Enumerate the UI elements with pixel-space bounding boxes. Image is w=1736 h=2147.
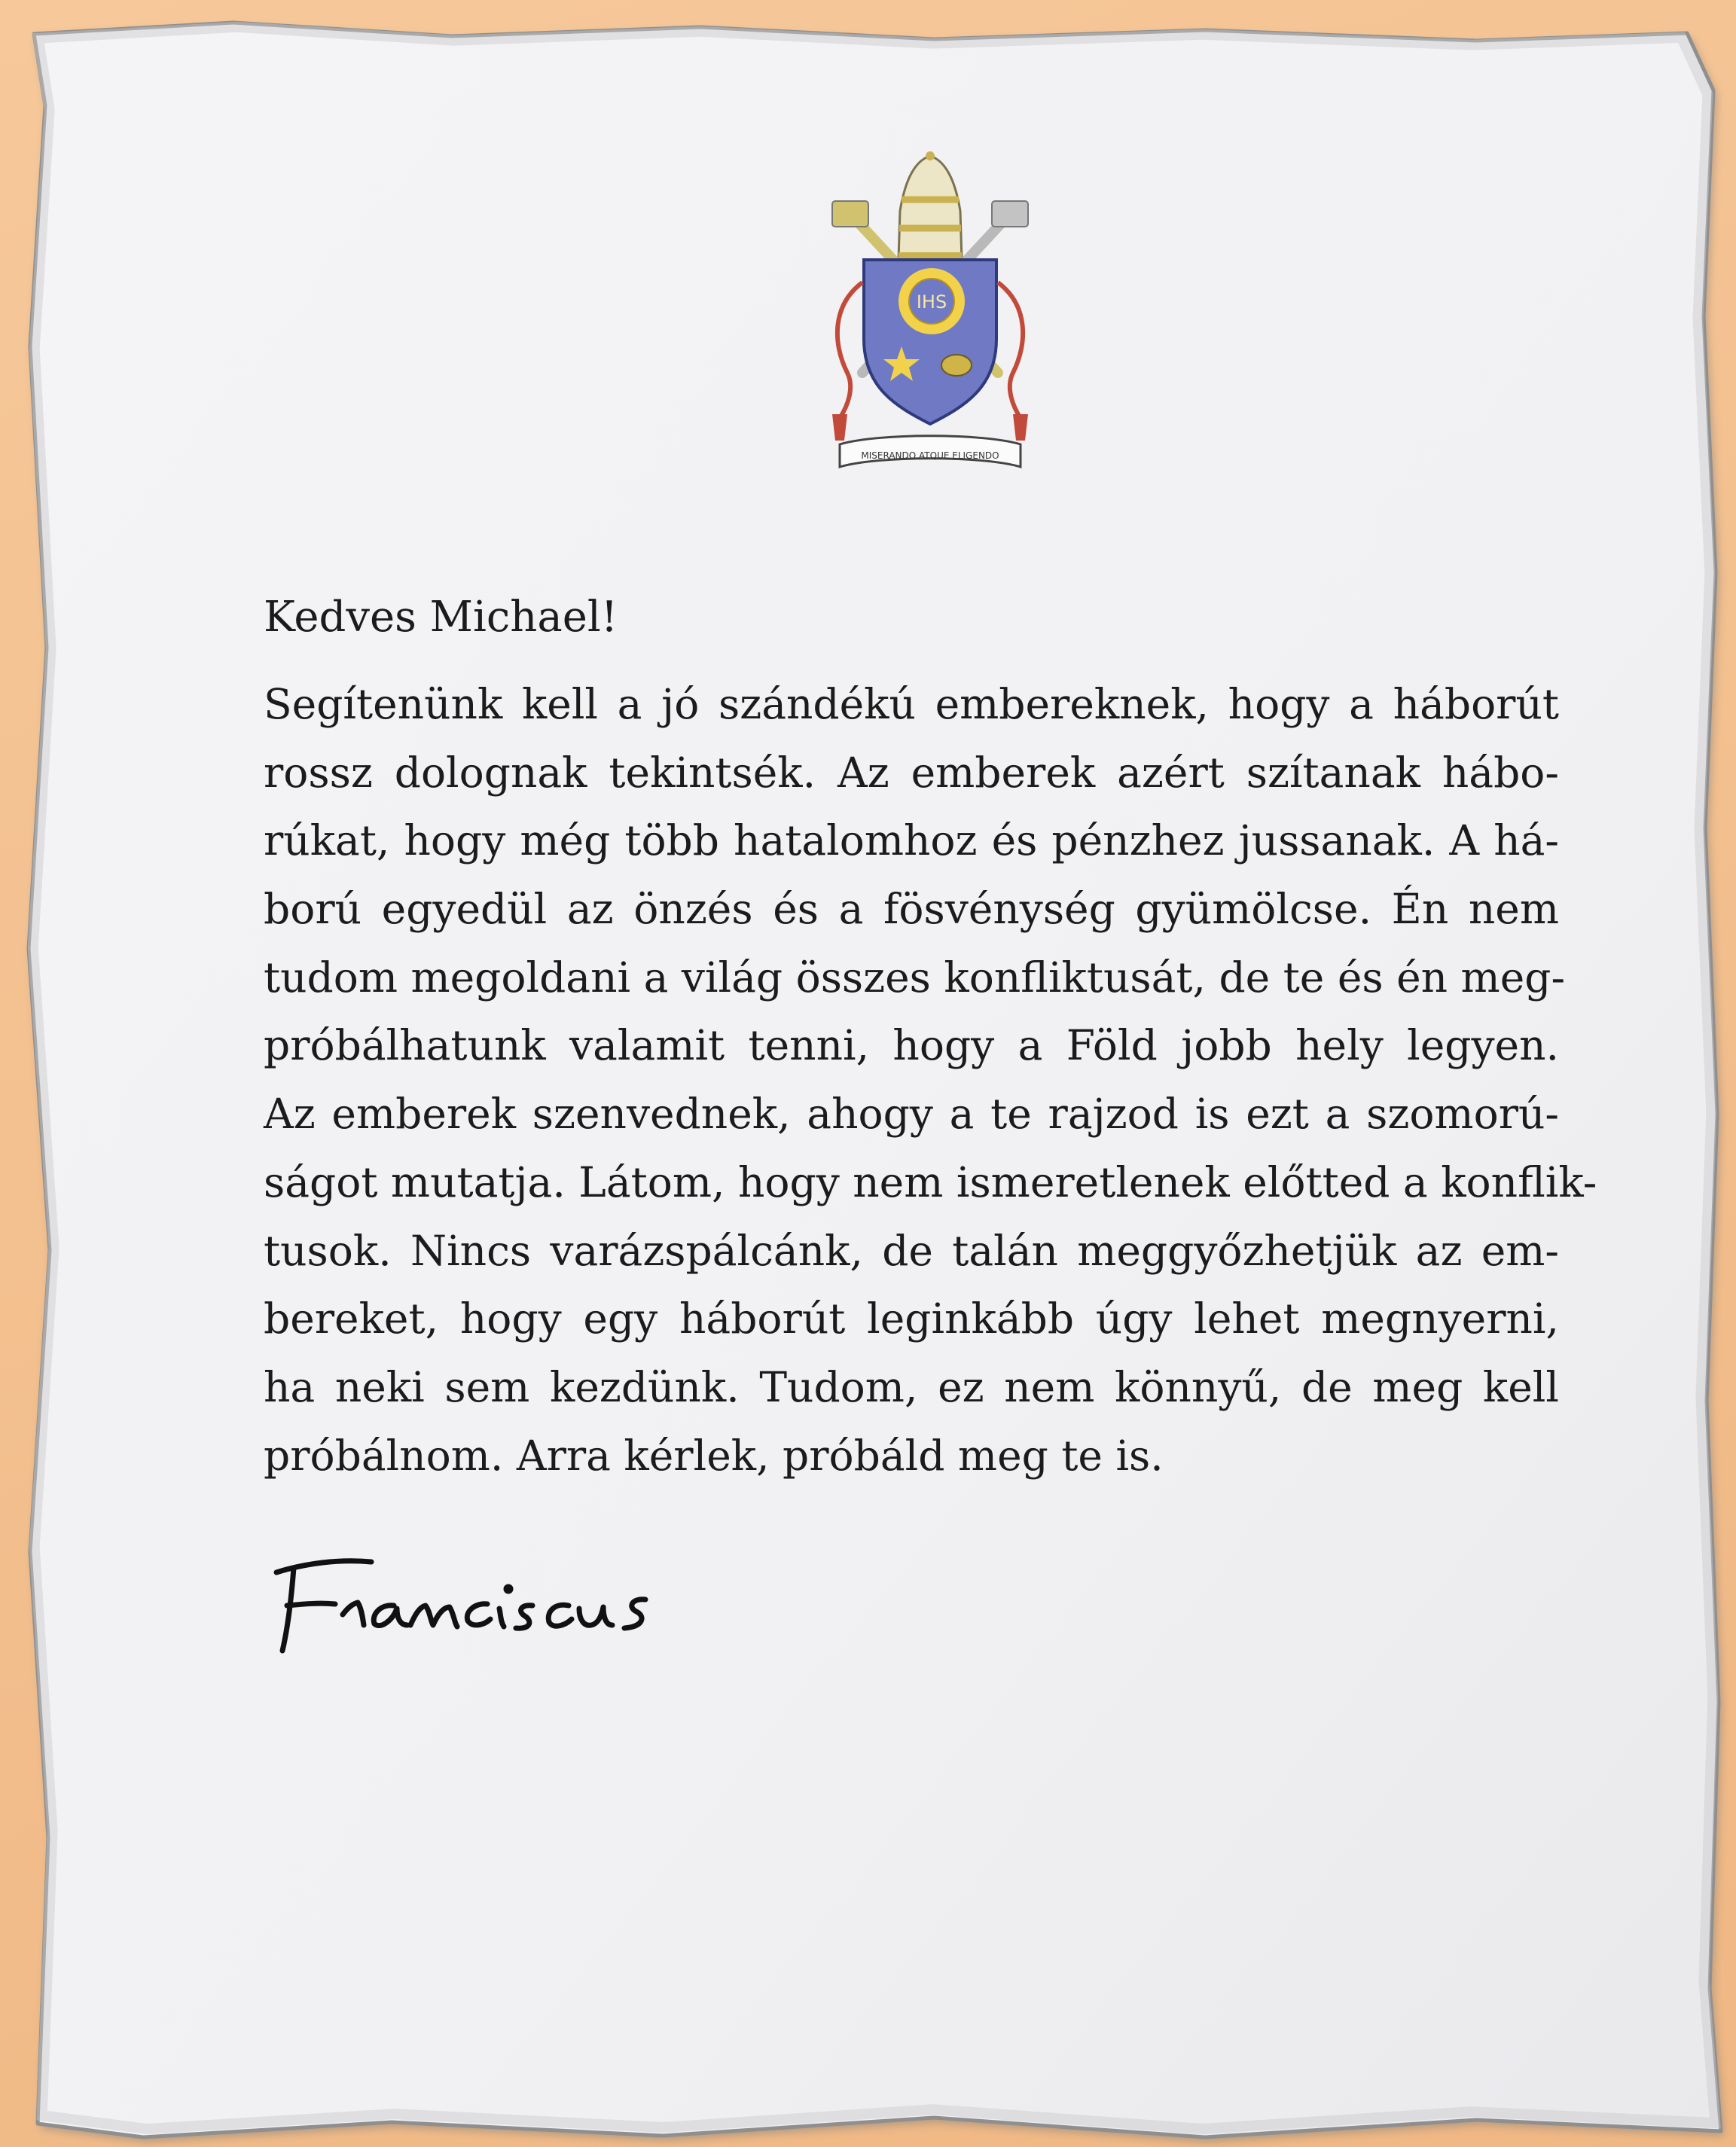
letter-body xyxy=(264,680,1597,1480)
body-line: ságot mutatja. Látom, hogy nem ismeretlenek előtted a konflik- xyxy=(264,1157,1597,1206)
body-line: Segítenünk kell a jó szándékú embereknek, hogy a háborút xyxy=(264,680,1559,728)
motto-text: MISERANDO ATQUE ELIGENDO xyxy=(861,450,999,461)
body-line: rúkat, hogy még több hatalomhoz és pénzhez jussanak. A há- xyxy=(264,816,1559,865)
body-line: tusok. Nincs varázspálcánk, de talán meggyőzhetjük az em- xyxy=(264,1226,1559,1275)
body-line: bereket, hogy egy háborút leginkább úgy lehet megnyerni, xyxy=(264,1295,1559,1343)
body-line: tudom megoldani a világ összes konfliktusát, de te és én meg- xyxy=(264,953,1566,1002)
body-line: próbálnom. Arra kérlek, próbáld meg te is. xyxy=(264,1431,1164,1480)
greeting: Kedves Michael! xyxy=(264,593,618,642)
nard-flower-icon xyxy=(941,355,972,376)
tiara-icon xyxy=(899,151,962,260)
signature xyxy=(260,1536,727,1664)
body-line: rossz dolognak tekintsék. Az emberek azért szítanak hábo- xyxy=(264,748,1559,797)
papal-coat-of-arms xyxy=(817,147,1043,486)
shield-icon xyxy=(864,260,996,424)
body-line: Az emberek szenvednek, ahogy a te rajzod is ezt a szomorú- xyxy=(264,1090,1559,1139)
sun-monogram-icon xyxy=(899,268,965,334)
body-line: ború egyedül az önzés és a fösvénység gyümölcse. Én nem xyxy=(264,885,1559,934)
body-line: próbálhatunk valamit tenni, hogy a Föld jobb hely legyen. xyxy=(264,1021,1559,1070)
motto-ribbon xyxy=(840,436,1021,467)
body-line: ha neki sem kezdünk. Tudom, ez nem könnyű, de meg kell xyxy=(264,1362,1559,1411)
svg-text:IHS: IHS xyxy=(916,291,947,313)
